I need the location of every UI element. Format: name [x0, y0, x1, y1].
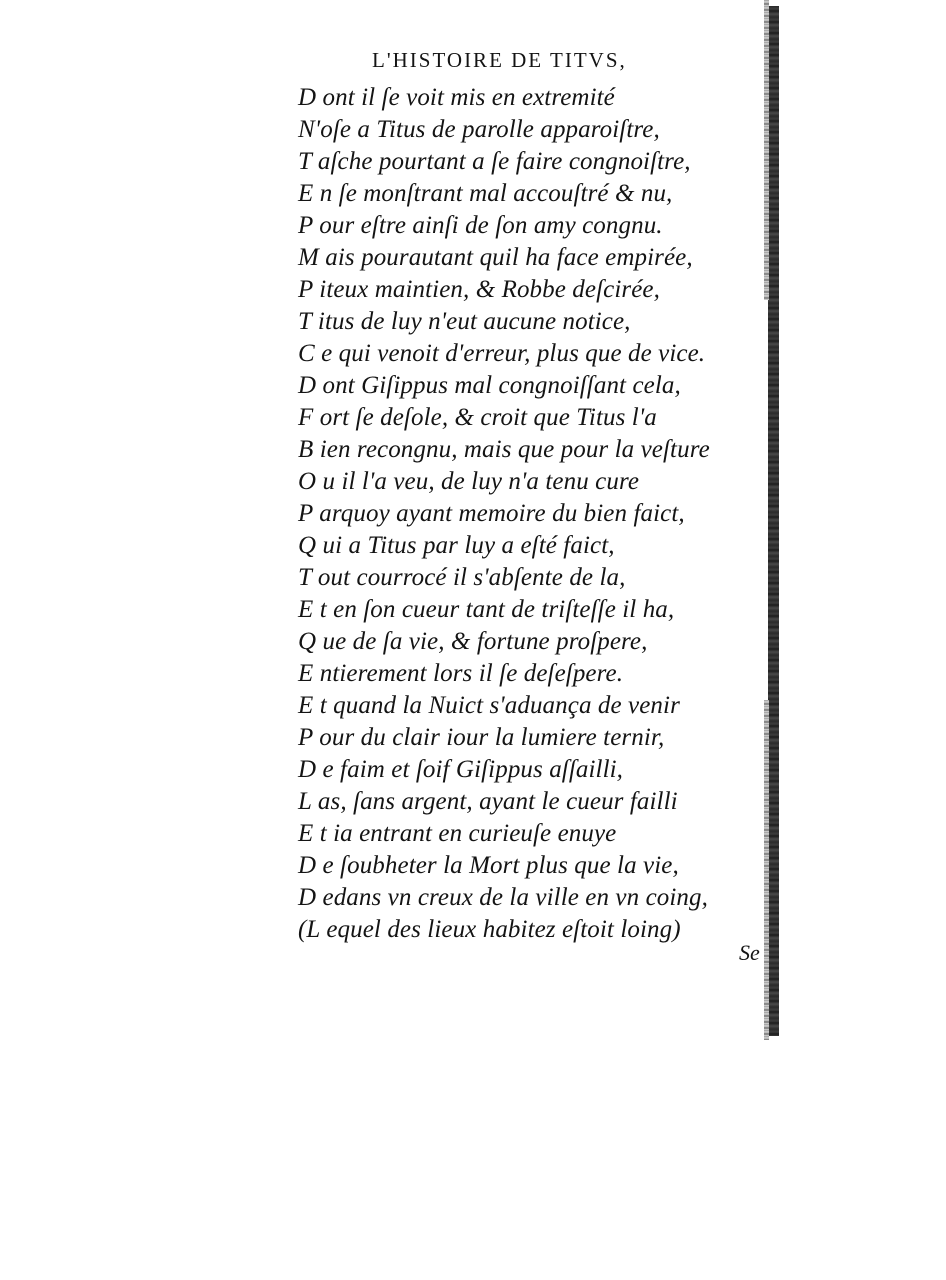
- verse-line: N'oſe a Titus de parolle apparoiſtre,: [298, 116, 660, 143]
- verse-line: E n ſe monſtrant mal accouſtré & nu,: [298, 180, 673, 207]
- verse-line: T aſche pourtant a ſe faire congnoiſtre,: [298, 148, 691, 175]
- verse-line: P our eſtre ainſi de ſon amy congnu.: [298, 212, 663, 239]
- running-head: L'HISTOIRE DE TITVS,: [372, 48, 627, 72]
- verse-line: D ont Giſippus mal congnoiſſant cela,: [298, 372, 681, 399]
- verse-line: E t ia entrant en curieuſe enuye: [298, 820, 617, 847]
- verse-line: E t quand la Nuict s'aduança de venir: [298, 692, 680, 719]
- verse-line: C e qui venoit d'erreur, plus que de vice.: [298, 340, 706, 367]
- verse-line: Q ue de ſa vie, & fortune proſpere,: [298, 628, 648, 655]
- verse-line: D ont il ſe voit mis en extremité: [298, 84, 615, 111]
- edge-speckle: [764, 0, 769, 300]
- verse-line: D e faim et ſoif Giſippus aſſailli,: [298, 756, 624, 783]
- verse-line: E t en ſon cueur tant de triſteſſe il ha,: [298, 596, 675, 623]
- catchword: Se: [739, 940, 760, 965]
- verse-line: (L equel des lieux habitez eſtoit loing): [298, 916, 681, 943]
- verse-text: [298, 82, 710, 946]
- verse-line: P our du clair iour la lumiere ternir,: [298, 724, 665, 751]
- verse-line: F ort ſe deſole, & croit que Titus l'a: [298, 404, 657, 431]
- verse-line: Q ui a Titus par luy a eſté faict,: [298, 532, 615, 559]
- verse-line: D edans vn creux de la ville en vn coing,: [298, 884, 708, 911]
- verse-line: T out courrocé il s'abſente de la,: [298, 564, 626, 591]
- verse-line: P arquoy ayant memoire du bien faict,: [298, 500, 685, 527]
- page-edge-shadow: [764, 0, 780, 1040]
- gutter-shadow: [768, 6, 779, 1036]
- verse-line: M ais pourautant quil ha face empirée,: [298, 244, 693, 271]
- edge-speckle: [764, 700, 769, 1040]
- verse-line: O u il l'a veu, de luy n'a tenu cure: [298, 468, 640, 495]
- verse-line: L as, ſans argent, ayant le cueur failli: [298, 788, 678, 815]
- verse-line: P iteux maintien, & Robbe deſcirée,: [298, 276, 660, 303]
- verse-line: E ntierement lors il ſe deſeſpere.: [298, 660, 624, 687]
- verse-line: D e ſoubheter la Mort plus que la vie,: [298, 852, 679, 879]
- verse-line: B ien recongnu, mais que pour la veſture: [298, 436, 710, 463]
- verse-line: T itus de luy n'eut aucune notice,: [298, 308, 631, 335]
